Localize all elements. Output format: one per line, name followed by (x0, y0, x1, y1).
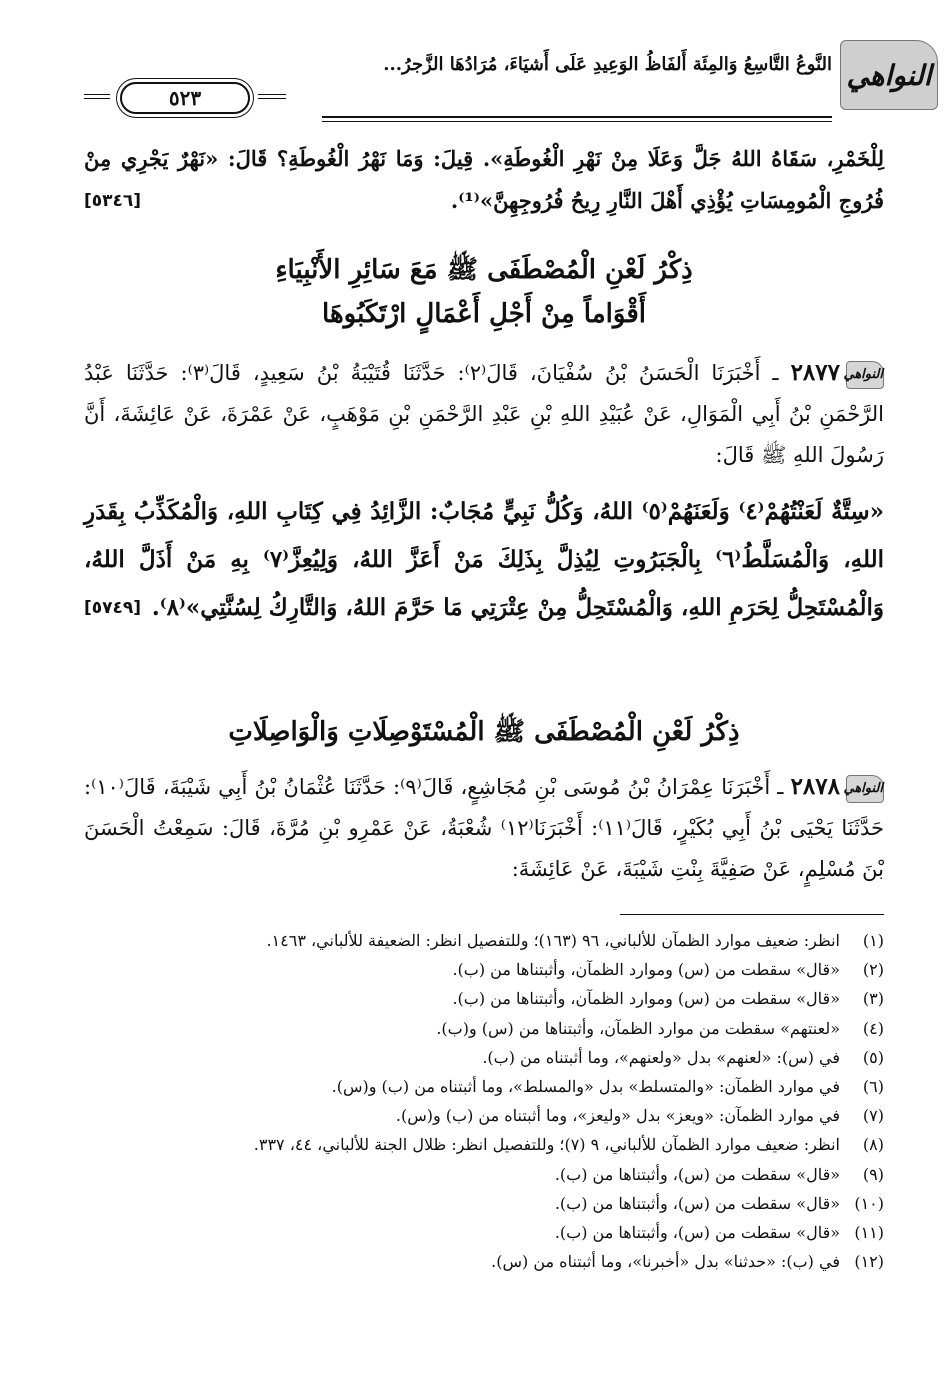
section-heading-2 (84, 710, 884, 754)
hadith-2878 (84, 766, 884, 890)
hadith-mark-icon: النواهي (846, 361, 884, 389)
footnote: (٤)«لعنتهم» سقطت من موارد الظمآن، وأثبتناها من (س) و(ب). (436, 1018, 884, 1038)
footnote: (٦)في موارد الظمآن: «والمتسلط» بدل «والمسلط»، وما أثبتناه من (ب) و(س). (331, 1077, 884, 1097)
chapter-title: النَّوعُ التَّاسِعُ وَالمِئَة أَلفَاظُ الوَعِيدِ عَلَى أَشيَاءَ، مُرَادُهَا الزَّجرُ... (383, 54, 832, 75)
footnote: (١٠)«قال» سقطت من (س)، وأثبتناها من (ب). (554, 1193, 884, 1213)
heading-line-2: أَقْوَاماً مِنْ أَجْلِ أَعْمَالٍ ارْتَكَبُوهَا (322, 299, 646, 329)
ornament-line-right (258, 94, 286, 99)
hadith-mark-icon: النواهي (846, 775, 884, 803)
heading-line: ذِكْرُ لَعْنِ الْمُصْطَفَى ﷺ الْمُسْتَوْصِلَاتِ وَالْوَاصِلَاتِ (228, 717, 740, 747)
reference-number: [٥٣٤٦] (84, 191, 142, 211)
continuation-paragraph (84, 138, 884, 222)
page-header (76, 40, 938, 114)
page-number-frame (76, 82, 286, 112)
footnote: (٧)في موارد الظمآن: «ويعز» بدل «وليعز»، وما أثبتناه من (ب) و(س). (395, 1106, 884, 1126)
footnote: (٥)في (س): «لعنهم» بدل «ولعنهم»، وما أثبتناه من (ب). (482, 1047, 884, 1067)
heading-line-1: ذِكْرُ لَعْنِ الْمُصْطَفَى ﷺ مَعَ سَائِرِ الأَنْبِيَاءِ (275, 255, 693, 285)
page-number: ٥٢٣ (120, 82, 250, 114)
footnote-divider (620, 914, 884, 915)
hadith-isnad: ـ أَخْبَرَنَا الْحَسَنُ بْنُ سُفْيَانَ، قَالَ⁽٢⁾: حَدَّثَنَا قُتَيْبَةُ بْنُ سَعِيدٍ، قَالَ⁽٣⁾: حَدَّثَنَا عَبْدُ الرَّحْمَنِ بْنُ أَبِي الْمَوَالِ، عَنْ عُبَيْدِ اللهِ بْنِ عَبْدِ الرَّحْمَنِ بْنِ مَوْهَبٍ، عَنْ عَمْرَةَ، عَنْ عَائِشَةَ، أَنَّ رَسُولَ اللهِ ﷺ قَالَ: (84, 361, 884, 467)
footnote: (١٢)في (ب): «حدثنا» بدل «أخبرنا»، وما أثبتناه من (س). (491, 1252, 884, 1272)
footnote: (٢)«قال» سقطت من (س) وموارد الظمآن، وأثبتناها من (ب). (452, 960, 884, 980)
chapter-logo (840, 40, 938, 110)
footnote: (٣)«قال» سقطت من (س) وموارد الظمآن، وأثبتناها من (ب). (452, 989, 884, 1009)
footnotes (84, 926, 884, 1276)
section-heading (84, 248, 884, 336)
hadith-number: ٢٨٧٨ (790, 773, 840, 800)
footnote: (٨)انظر: ضعيف موارد الظمآن للألباني، ٩ (٧)؛ وللتفصيل انظر: ظلال الجنة للألباني، ٤٤، ٣٣٧. (253, 1135, 884, 1155)
logo-text: النواهي (846, 58, 932, 92)
footnote: (١)انظر: ضعيف موارد الظمآن للألباني، ٩٦ (١٦٣)؛ وللتفصيل انظر: الضعيفة للألباني، ١٤٦٣. (266, 931, 884, 950)
header-divider (322, 116, 832, 122)
hadith-number: ٢٨٧٧ (790, 359, 840, 386)
hadith-matn: «سِتَّةٌ لَعَنْتُهُمْ⁽٤⁾ وَلَعَنَهُمْ⁽٥⁾ اللهُ، وَكُلُّ نَبِيٍّ مُجَابٌ: الزَّائِدُ فِي كِتَابِ اللهِ، وَالْمُكَذِّبُ بِقَدَرِ اللهِ، وَالْمُسَلَّطُ⁽٦⁾ بِالْجَبَرُوتِ لِيُذِلَّ بِذَلِكَ مَنْ أَعَزَّ اللهُ، وَلِيُعِزَّ⁽٧⁾ بِهِ مَنْ أَذَلَّ اللهُ، وَالْمُسْتَحِلُّ لِحَرَمِ اللهِ، وَالْمُسْتَحِلُّ مِنْ عِتْرَتِي مَا حَرَّمَ اللهُ، وَالتَّارِكُ لِسُنَّتِي»⁽٨⁾. (84, 498, 885, 621)
paragraph-text: لِلْخَمْرِ، سَقَاهُ اللهُ جَلَّ وَعَلَا مِنْ نَهْرِ الْغُوطَةِ». قِيلَ: وَمَا نَهْرُ الْغُوطَةِ؟ قَالَ: «نَهْرٌ يَجْرِي مِنْ فُرُوجِ الْمُومِسَاتِ يُؤْذِي أَهْلَ النَّارِ رِيحُ فُرُوجِهِنَّ»⁽¹⁾. (84, 146, 884, 213)
footnote: (٩)«قال» سقطت من (س)، وأثبتناها من (ب). (554, 1164, 884, 1184)
footnote: (١١)«قال» سقطت من (س)، وأثبتناها من (ب). (554, 1223, 884, 1243)
hadith-2877 (84, 352, 884, 476)
ornament-line-left (84, 94, 110, 99)
hadith-2877-matn (84, 488, 884, 632)
hadith-isnad: ـ أَخْبَرَنَا عِمْرَانُ بْنُ مُوسَى بْنِ مُجَاشِعٍ، قَالَ⁽٩⁾: حَدَّثَنَا عُثْمَانُ بْنُ أَبِي شَيْبَةَ، قَالَ⁽١٠⁾: حَدَّثَنَا يَحْيَى بْنُ أَبِي بُكَيْرٍ، قَالَ⁽١١⁾: أَخْبَرَنَا⁽١٢⁾ شُعْبَةُ، عَنْ عَمْرِو بْنِ مُرَّةَ، قَالَ: سَمِعْتُ الْحَسَنَ بْنَ مُسْلِمٍ، عَنْ صَفِيَّةَ بِنْتِ شَيْبَةَ، عَنْ عَائِشَةَ: (84, 775, 884, 881)
reference-number: [٥٧٤٩] (84, 598, 142, 618)
